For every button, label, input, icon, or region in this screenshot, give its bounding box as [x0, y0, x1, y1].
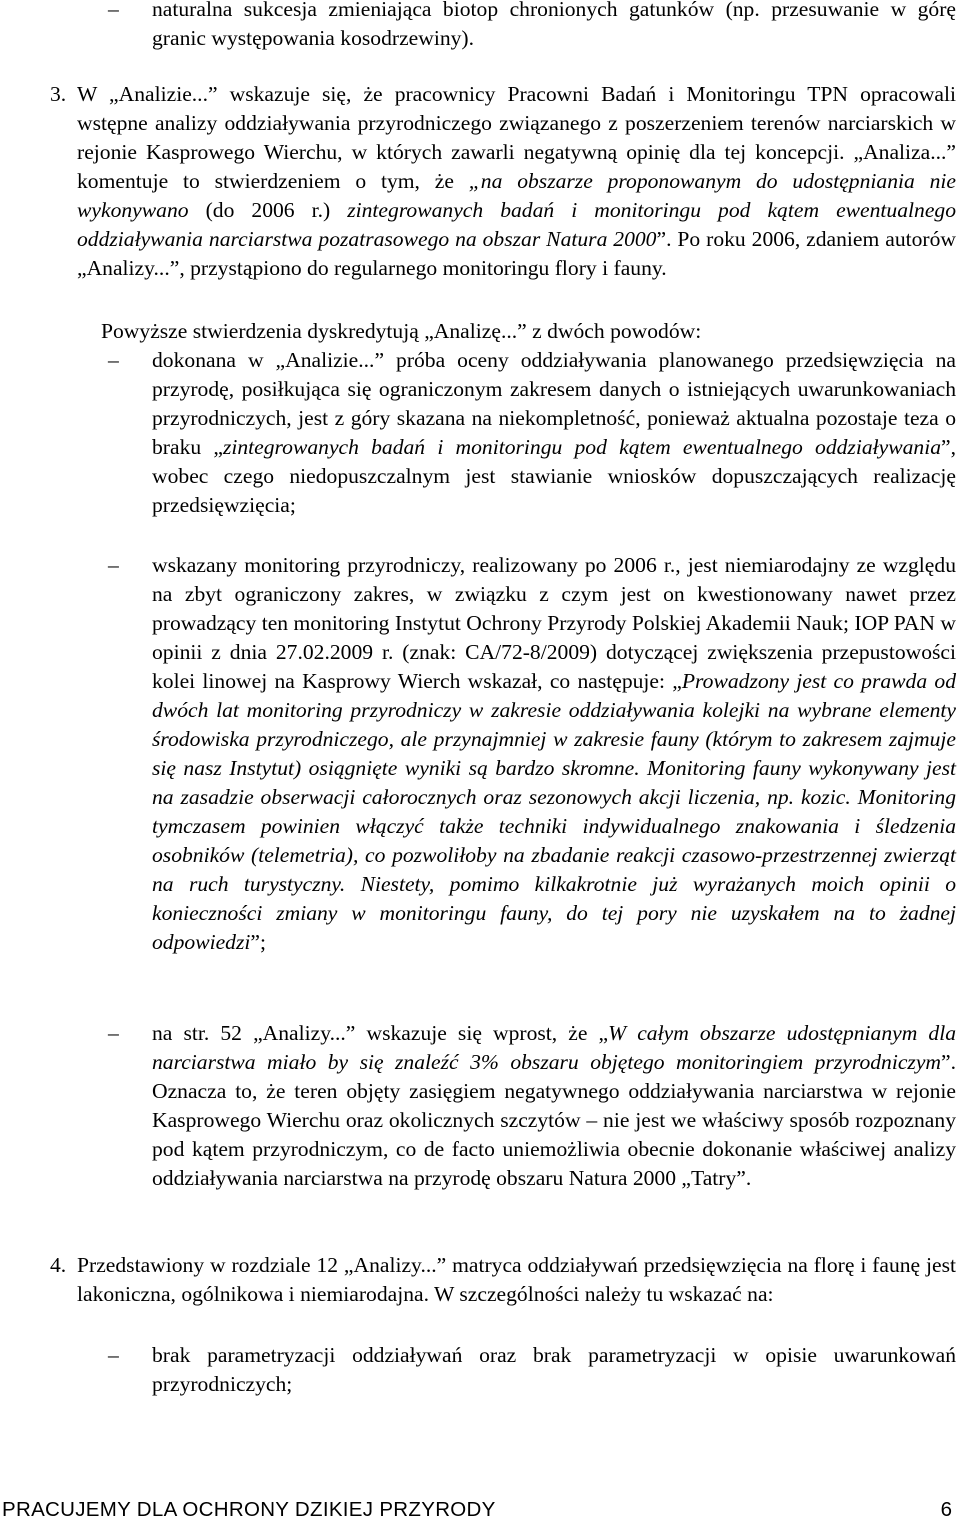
text-run: (do 2006 r.) — [188, 198, 348, 222]
bullet-dash: – — [108, 0, 119, 21]
bullet-text: naturalna sukcesja zmieniająca biotop chronionych gatunków (np. przesuwanie w górę granic występowania kosodrzewiny). — [152, 0, 956, 50]
bullet-dash: – — [108, 348, 119, 372]
text-run: ”. Po roku 2006, zdaniem autorów „Analizy...”, przystąpiono do regularnego monitoringu flory i fauny. — [77, 227, 956, 280]
item-3-paragraph — [50, 80, 957, 283]
italic-quote: „na obszarze proponowanym do udostępniania nie wykonywano — [77, 169, 956, 222]
bullet-parametrization — [108, 1341, 956, 1399]
bullet-dash: – — [108, 1021, 119, 1045]
text-run: W „Analizie...” wskazuje się, że pracownicy Pracowni Badań i Monitoringu TPN opracowali wstępne analizy oddziaływania przyrodniczego związanego z poszerzeniem terenów narciarskich w rejonie Kasprowego Wierchu, w których zawarli negatywną opinię dla tej koncepcji. „Analiza...” komentuje to stwierdzeniem o tym, że — [77, 82, 956, 193]
bullet-monitoring-unreliable — [108, 551, 956, 957]
bullet-monitoring-coverage — [108, 1019, 956, 1193]
italic-quote: W całym obszarze udostępnianym dla narciarstwa miało by się znaleźć 3% obszaru objętego monitoringiem przyrodniczym — [152, 1021, 956, 1074]
italic-quote: Prowadzony jest co prawda od dwóch lat monitoring przyrodniczy w zakresie oddziaływania kolejki na wybrane elementy środowiska przyrodniczego, ale przynajmniej w zakresie fauny (którym to zakresem zajmuje się nasz Instytut) osiągnięte wyniki są bardzo skromne. Monitoring fauny wykonywany jest na zasadzie obserwacji całorocznych oraz sezonowych akcji liczenia, np. kozic. Monitoring tymczasem powinien włączyć także techniki indywidualnego znakowania i śledzenia osobników (telemetria), co pozwoliłoby na zbadanie reakcji czasowo-przestrzennej zwierząt na ruch turystyczny. Niestety, pomimo kilkakrotnie już wyrażanych moich opinii o konieczności zmiany w monitoringu fauny, do tej pory nie uzyskałem na to żadnej odpowiedzi — [152, 669, 956, 954]
italic-quote: zintegrowanych badań i monitoringu pod kątem ewentualnego oddziaływania — [222, 435, 942, 459]
bullet-succession — [108, 0, 956, 53]
text-run: Przedstawiony w rozdziale 12 „Analizy...” matryca oddziaływań przedsięwzięcia na florę i faunę jest lakoniczna, ogólnikowa i niemiarodajna. W szczególności należy tu wskazać na: — [77, 1253, 956, 1306]
bullet-dash: – — [108, 1343, 119, 1367]
item-3-reasons-intro — [101, 317, 956, 346]
text-run: ”. Oznacza to, że teren objęty zasięgiem negatywnego oddziaływania narciarstwa w rejonie Kasprowego Wierchu oraz okolicznych szczytów – nie jest we właściwy sposób rozpoznany pod kątem przyrodniczym, co de facto uniemożliwia obecnie dokonanie właściwej analizy oddziaływania narciarstwa na przyrodę obszaru Natura 2000 „Tatry”. — [152, 1050, 956, 1190]
italic-quote: zintegrowanych badań i monitoringu pod kątem ewentualnego oddziaływania narciarstwa pozatrasowego na obszar Natura 2000 — [77, 198, 957, 251]
text-run: Powyższe stwierdzenia dyskredytują „Analizę...” z dwóch powodów: — [101, 319, 702, 343]
footer-organization-motto: PRACUJEMY DLA OCHRONY DZIKIEJ PRZYRODY — [2, 1498, 496, 1521]
text-run: ”, wobec czego niedopuszczalnym jest stawianie wniosków dopuszczających realizację przedsięwzięcia; — [152, 435, 956, 517]
text-run: na str. 52 „Analizy...” wskazuje się wprost, że „ — [152, 1021, 609, 1045]
item-number: 4. — [50, 1253, 67, 1277]
bullet-incomplete-assessment — [108, 346, 956, 520]
item-number: 3. — [50, 82, 67, 106]
bullet-dash: – — [108, 553, 119, 577]
footer-page-number: 6 — [940, 1498, 952, 1521]
text-run: ”; — [250, 930, 266, 954]
item-4-paragraph — [50, 1251, 956, 1309]
text-run: wskazany monitoring przyrodniczy, realizowany po 2006 r., jest niemiarodajny ze względu na zbyt ograniczony zakres, w związku z czym jest on kwestionowany nawet przez prowadzący ten monitoring Instytut Ochrony Przyrody Polskiej Akademii Nauk; IOP PAN w opinii z dnia 27.02.2009 r. (znak: CA/72-8/2009) dotyczącej zwiększenia przepustowości kolei linowej na Kasprowy Wierch wskazał, co następuje: „ — [152, 553, 956, 693]
text-run: brak parametryzacji oddziaływań oraz brak parametryzacji w opisie uwarunkowań przyrodniczych; — [152, 1343, 956, 1396]
text-run: dokonana w „Analizie...” próba oceny oddziaływania planowanego przedsięwzięcia na przyrodę, posiłkująca się ograniczonym zakresem danych o istniejących uwarunkowaniach przyrodniczych, jest z góry skazana na niekompletność, ponieważ aktualna pozostaje teza o braku „ — [152, 348, 956, 459]
